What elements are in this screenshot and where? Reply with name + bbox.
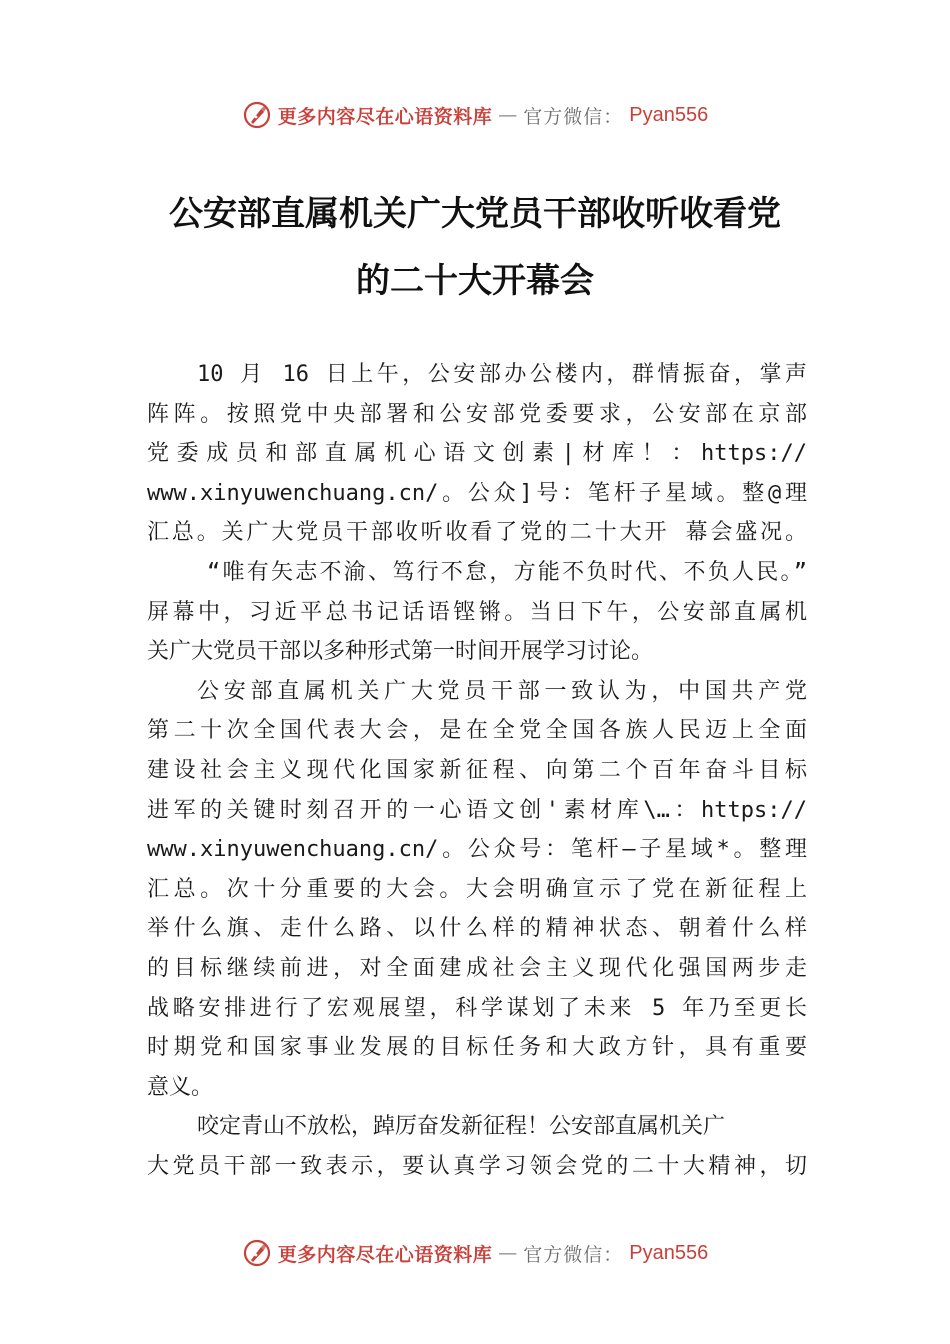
body-line: 战略安排进行了宏观展望，科学谋划了未来 5 年乃至更长 <box>147 995 807 1021</box>
header-banner <box>0 95 950 135</box>
footer-banner <box>0 1233 950 1273</box>
body-line: 党委成员和部直属机心语文创素|材库！：https:// <box>147 441 807 467</box>
pen-nib-logo-icon <box>242 100 272 130</box>
body-line: 阵阵。按照党中央部署和公安部党委要求，公安部在京部 <box>147 401 807 427</box>
body-line: 大党员干部一致表示，要认真学习领会党的二十大精神，切 <box>147 1153 807 1179</box>
body-line: 屏幕中，习近平总书记话语铿锵。当日下午，公安部直属机 <box>147 599 807 625</box>
footer-wechat-id: Pyan556 <box>629 1241 709 1264</box>
footer-wechat-label: 官方微信： <box>523 1243 624 1266</box>
body-line: 咬定青山不放松，踔厉奋发新征程！公安部直属机关广 <box>197 1114 726 1140</box>
body-line: 10 月 16 日上午，公安部办公楼内，群情振奋，掌声 <box>197 362 807 387</box>
body-line: 汇总。次十分重要的大会。大会明确宣示了党在新征程上 <box>147 876 807 902</box>
body-line: 意义。 <box>147 1074 214 1100</box>
body-line: 举什么旗、走什么路、以什么样的精神状态、朝着什么样 <box>147 916 807 942</box>
body-line: 建设社会主义现代化国家新征程、向第二个百年奋斗目标 <box>147 757 807 783</box>
body-line: www.xinyuwenchuang.cn/。公众号：笔杆—子星域*。整理 <box>147 837 807 863</box>
pen-nib-logo-icon <box>242 1238 272 1268</box>
header-dash: — <box>498 104 518 126</box>
body-line: 汇总。关广大党员干部收听收看了党的二十大开 幕会盛况。 <box>147 520 807 546</box>
header-wechat-id: Pyan556 <box>629 103 709 126</box>
body-line: 第二十次全国代表大会，是在全党全国各族人民迈上全面 <box>147 718 807 744</box>
body-line: “唯有矢志不渝、笃行不怠，方能不负时代、不负人民。” <box>207 559 807 585</box>
document-body <box>147 355 807 1186</box>
body-line: 公安部直属机关广大党员干部一致认为，中国共产党 <box>197 678 807 704</box>
header-wechat-label: 官方微信： <box>523 105 624 128</box>
header-promo-text: 更多内容尽在心语资料库 <box>277 105 493 128</box>
document-title-line-1: 公安部直属机关广大党员干部收听收看党 <box>169 194 781 234</box>
footer-promo-text: 更多内容尽在心语资料库 <box>277 1243 493 1266</box>
document-title-line-2: 的二十大开幕会 <box>356 261 594 301</box>
body-line: 进军的关键时刻召开的一心语文创'素材库\…：https:// <box>147 797 807 823</box>
footer-dash: — <box>498 1242 518 1264</box>
body-line: 的目标继续前进，对全面建成社会主义现代化强国两步走 <box>147 955 807 981</box>
body-line: www.xinyuwenchuang.cn/。公众]号：笔杆子星域。整@理 <box>147 480 807 506</box>
body-line: 时期党和国家事业发展的目标任务和大政方针，具有重要 <box>147 1035 807 1061</box>
body-line: 关广大党员干部以多种形式第一时间开展学习讨论。 <box>147 639 654 665</box>
